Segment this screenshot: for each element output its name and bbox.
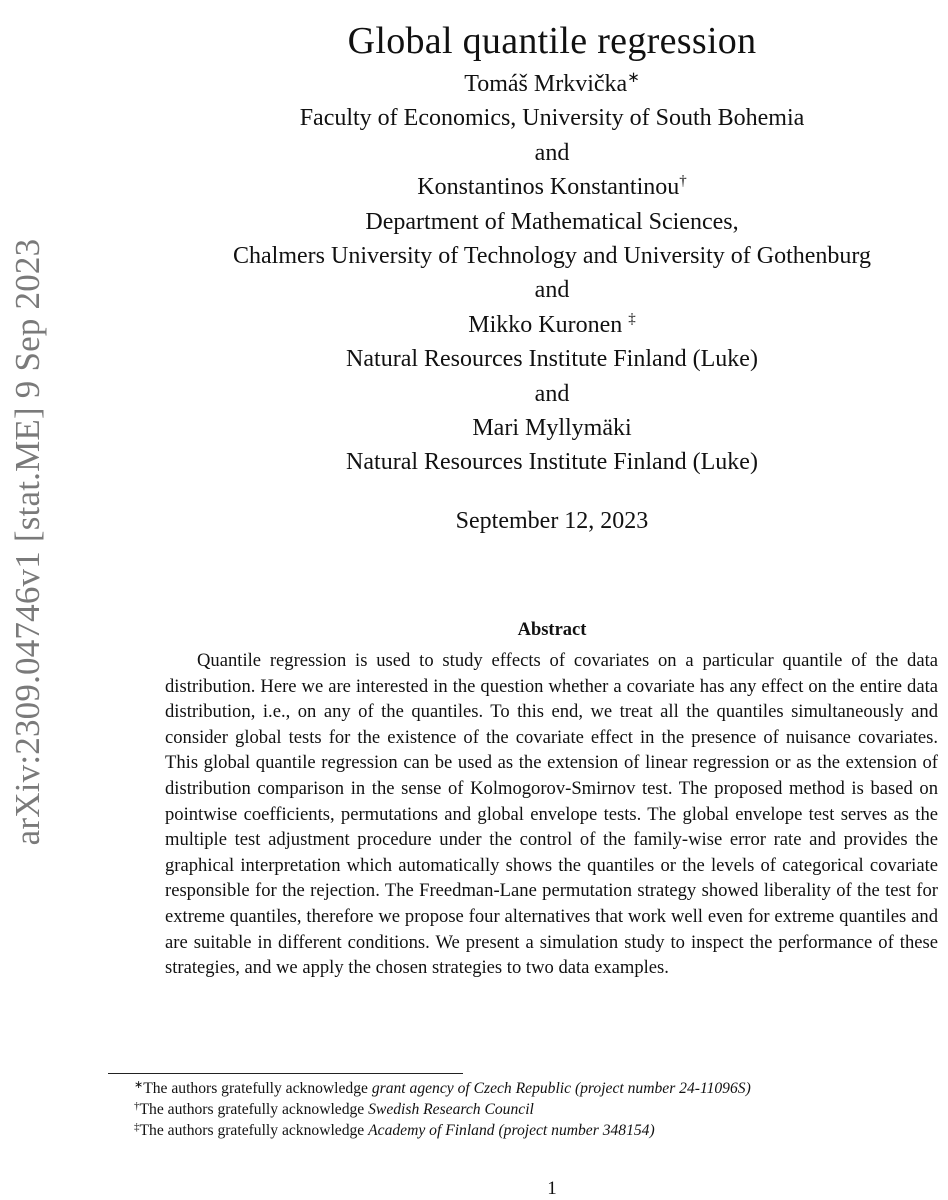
footnote-mark: ∗ [134,1079,144,1091]
footnote-funder: grant agency of Czech Republic (project number 24-11096S) [371,1080,751,1097]
footnote-mark: ‡ [134,1121,140,1134]
author-name: Mikko Kuronen ‡ [468,310,636,338]
author-affiliation: Natural Resources Institute Finland (Luke) [346,449,758,476]
footnote-mark: † [134,1100,140,1113]
abstract-text: Quantile regression is used to study effects of covariates on a particular quantile of the data distribution. Here we are interested in the question whether a covariate has any effect on the entire data distribution, i.e., on any of the quantiles. To this end, we treat all the quantiles simultaneously and consider global tests for the existence of the covariate effect in the presence of nuisance covariates. This global quantile regression can be used as the extension of linear regression or as the extension of distribution comparison in the sense of Kolmogorov-Smirnov test. The proposed method is based on pointwise coefficients, permutations and global envelope tests. The global envelope test serves as the multiple test adjustment procedure under the control of the family-wise error rate and provides the graphical interpretation which automatically shows the quantiles or the levels of categorical covariate responsible for the rejection. The Freedman-Lane permutation strategy showed liberality of the test for extreme quantiles, therefore we propose four alternatives that work well even for extreme quantiles and are suitable in different conditions. We present a simulation study to inspect the performance of these strategies, and we apply the chosen strategies to two data examples. [165,650,938,979]
author-block [160,67,944,480]
paper-date: September 12, 2023 [455,508,649,534]
footnotes [134,1078,944,1142]
page-number: 1 [547,1178,557,1199]
author-affiliation: Department of Mathematical Sciences, [365,208,739,235]
footnote-mark: ∗ [627,70,640,86]
footnote-mark: ‡ [628,310,636,327]
author-name: Mari Myllymäki [472,415,632,442]
footnote: †The authors gratefully acknowledge Swedish Research Council [134,1100,534,1119]
author-separator: and [534,139,570,166]
author-affiliation: Natural Resources Institute Finland (Luke) [346,346,758,373]
footnote: ‡The authors gratefully acknowledge Academy of Finland (project number 348154) [134,1121,655,1140]
footnote-divider [108,1073,463,1074]
author-affiliation: Faculty of Economics, University of South Bohemia [299,105,805,132]
author-affiliation: Chalmers University of Technology and University of Gothenburg [233,243,871,270]
paper-title: Global quantile regression [347,20,757,63]
author-separator: and [534,380,570,407]
author-name: Tomáš Mrkvička∗ [464,70,640,97]
footnote-mark: † [679,173,687,190]
footnote-funder: Swedish Research Council [368,1101,534,1119]
abstract-heading: Abstract [517,620,587,640]
footnote: ∗The authors gratefully acknowledge grant agency of Czech Republic (project number 24-11096S) [134,1079,751,1097]
author-name: Konstantinos Konstantinou† [417,173,687,201]
arxiv-identifier-stamp: arXiv:2309.04746v1 [stat.ME] 9 Sep 2023 [8,238,47,846]
author-separator: and [534,277,570,304]
footnote-funder: Academy of Finland (project number 348154) [368,1122,655,1140]
